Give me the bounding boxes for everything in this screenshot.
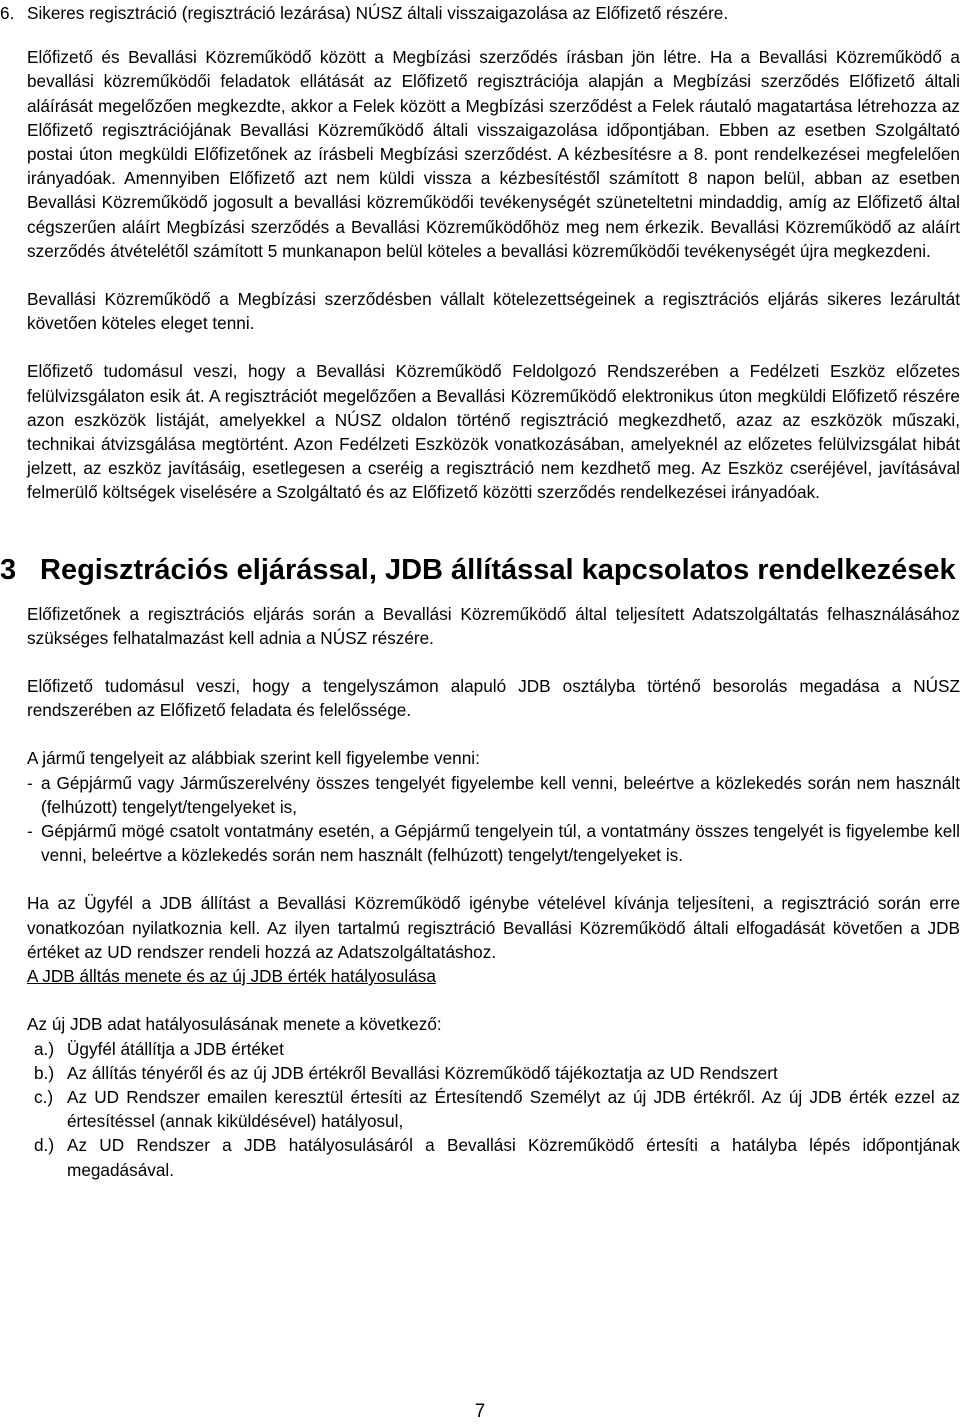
- step-marker: d.): [34, 1135, 55, 1156]
- step-text: Az UD Rendszer emailen keresztül értesíti az Értesítendő Személyt az új JDB értékről. Az új JDB érték ezzel az értesítéssel (annak kiküldésével) hatályosul,: [67, 1086, 960, 1132]
- paragraph-jdb-allitas: Ha az Ügyfél a JDB állítást a Bevallási Közreműködő igénybe vételével kívánja teljesíteni, a regisztráció során erre vonatkozóan nyilatkoznia kell. Az ilyen tartalmú regisztráció Bevallási Közreműködő általi elfogadását követően a JDB értéket az UD rendszer rendeli hozzá az Adatszolgáltatáshoz.: [27, 893, 960, 962]
- list-item: [27, 1061, 960, 1085]
- page-number: 7: [474, 1401, 486, 1422]
- paragraph-fedelzeti-eszkoz: Előfizető tudomásul veszi, hogy a Bevallási Közreműködő Feldolgozó Rendszerében a Fedélzeti Eszköz előzetes felülvizsgálaton esik át. A regisztrációt megelőzően a Bevallási Közreműködő elektronikus úton megküldi Előfizető részére azon eszközök listáját, amelyekkel a NÚSZ oldalon történő regisztráció megkezdhető, azaz az eszközök műszaki, technikai átvizsgálása megtörtént. Azon Fedélzeti Eszközök vonatkozásában, amelyeknél az előzetes felülvizsgálat hibát jelzett, az eszköz javításáig, esetlegesen a cseréig a regisztráció nem kezdhető meg. Az Eszköz cseréjével, javításával felmerülő költségek viselésére a Szolgáltató és az Előfizető közötti szerződés rendelkezései irányadóak.: [27, 361, 960, 503]
- step-text: Az UD Rendszer a JDB hatályosulásáról a Bevallási Közreműködő értesíti a hatályba lépés időpontjának megadásával.: [67, 1135, 960, 1180]
- list-item: [27, 1133, 960, 1181]
- section-number: 3: [0, 553, 17, 586]
- step-text: Az állítás tényéről és az új JDB értékről Bevallási Közreműködő tájékoztatja az UD Rendszert: [67, 1062, 778, 1083]
- step-marker: a.): [34, 1038, 55, 1059]
- steps-intro: Az új JDB adat hatályosulásának menete a következő:: [27, 1014, 442, 1035]
- list-item-text: a Gépjármű vagy Járműszerelvény összes tengelyét figyelembe kell venni, beleértve a közlekedés során nem használt (felhúzott) tengelyt/tengelyeket is,: [41, 772, 960, 817]
- step-text: Ügyfél átállítja a JDB értéket: [67, 1038, 284, 1059]
- list-item: [27, 819, 960, 867]
- jdb-subheading: A JDB álltás menete és az új JDB érték hatályosulása: [27, 966, 436, 987]
- list-dash: -: [27, 772, 33, 793]
- axles-intro: A jármű tengelyeit az alábbiak szerint kell figyelembe venni:: [27, 748, 480, 769]
- section-number: 6.: [0, 3, 15, 23]
- step-marker: b.): [34, 1062, 55, 1083]
- paragraph-felhatalmazas: Előfizetőnek a regisztrációs eljárás során a Bevallási Közreműködő által teljesített Adatszolgáltatás felhasználásához szükséges felhatalmazást kell adnia a NÚSZ részére.: [27, 603, 960, 648]
- list-item: [27, 1085, 960, 1133]
- section-3-heading: [0, 553, 960, 587]
- list-dash: -: [27, 821, 33, 842]
- paragraph-jdb-besorolas: Előfizető tudomásul veszi, hogy a tengelyszámon alapuló JDB osztályba történő besorolás megadása a NÚSZ rendszerében az Előfizető feladata és felelőssége.: [27, 676, 960, 721]
- section-title: Regisztrációs eljárással, JDB állítással kapcsolatos rendelkezések: [40, 553, 956, 586]
- paragraph-megbizasi-szerzodes: Előfizető és Bevallási Közreműködő között a Megbízási szerződés írásban jön létre. Ha a Bevallási Közreműködő a bevallási közreműködői feladatok ellátását az Előfizető regisztrációja alapján a Megbízási szerződés Előfizető általi aláírását megelőzően megkezdte, akkor a Felek között a Megbízási szerződést a Felek ráutaló magatartása létrehozza az Előfizető regisztrációjának Bevallási Közreműködő általi visszaigazolása időpontjában. Ebben az esetben Szolgáltató postai úton megküldi Előfizetőnek az írásbeli Megbízási szerződést. A kézbesítésre a 8. pont rendelkezései megfelelően irányadóak. Amennyiben Előfizető azt nem küldi vissza a kézbesítéstől számított 8 napon belül, abban az esetben Bevallási Közreműködő jogosult a bevallási közreműködői tevékenységét szüneteltetni mindaddig, amíg az Előfizető által cégszerűen aláírt Megbízási szerződés a Bevallási Közreműködőhöz meg nem érkezik. Bevallási Közreműködő az aláírt szerződés átvételétől számított 5 munkanapon belül köteles a bevallási közreműködői tevékenységét újra megkezdeni.: [27, 47, 960, 261]
- section-6-heading: [0, 1, 960, 25]
- list-item-text: Gépjármű mögé csatolt vontatmány esetén, a Gépjármű tengelyein túl, a vontatmány összes tengelyét is figyelembe kell venni, beleértve a közlekedés során nem használt (felhúzott) tengelyt/tengelyeket is.: [41, 821, 960, 866]
- step-marker: c.): [34, 1086, 54, 1107]
- list-item: [27, 1037, 960, 1061]
- section-title: Sikeres regisztráció (regisztráció lezárása) NÚSZ általi visszaigazolása az Előfizető részére.: [27, 3, 729, 23]
- list-item: [27, 771, 960, 819]
- paragraph-kotelezettsegek: Bevallási Közreműködő a Megbízási szerződésben vállalt kötelezettségeinek a regisztrációs eljárás sikeres lezárultát követően köteles eleget tenni.: [27, 289, 960, 334]
